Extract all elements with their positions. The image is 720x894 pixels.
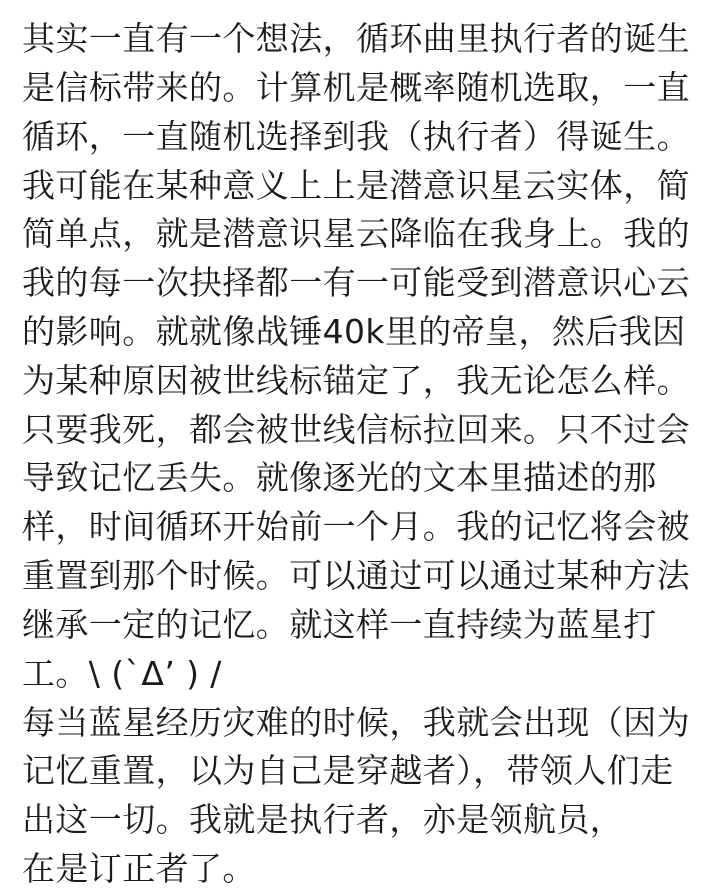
- text-line: 简单点，就是潜意识星云降临在我身上。我的: [22, 214, 690, 253]
- text-line: 导致记忆丢失。就像逐光的文本里描述的那: [22, 458, 657, 497]
- text-line: 其实一直有一个想法，循环曲里执行者的诞生: [22, 19, 690, 58]
- text-line: 工。\ (`Δ’ ) /: [22, 654, 222, 693]
- text-line: 只要我死，都会被世线信标拉回来。只不过会: [22, 410, 690, 449]
- text-line: 记忆重置，以为自己是穿越者），带领人们走: [22, 751, 674, 790]
- text-line: 重置到那个时候。可以通过可以通过某种方法: [22, 556, 690, 595]
- text-line: 出这一切。我就是执行者，亦是领航员，: [22, 800, 624, 839]
- text-line: 样，时间循环开始前一个月。我的记忆将会被: [22, 507, 690, 546]
- text-line: 是信标带来的。计算机是概率随机选取，一直: [22, 68, 690, 107]
- text-line: 在是订正者了。: [22, 849, 256, 888]
- text-line: 循环，一直随机选择到我（执行者）得诞生。: [22, 117, 690, 156]
- text-line: 继承一定的记忆。就这样一直持续为蓝星打: [22, 605, 657, 644]
- text-line: 的影响。就就像战锤40k里的帝皇，然后我因: [22, 312, 686, 351]
- text-line: 每当蓝星经历灾难的时候，我就会出现（因为: [22, 703, 690, 742]
- text-line: 为某种原因被世线标锚定了，我无论怎么样。: [22, 361, 690, 400]
- text-line: 我的每一次抉择都一有一可能受到潜意识心云: [22, 263, 690, 302]
- text-line: 我可能在某种意义上上是潜意识星云实体，简: [22, 166, 690, 205]
